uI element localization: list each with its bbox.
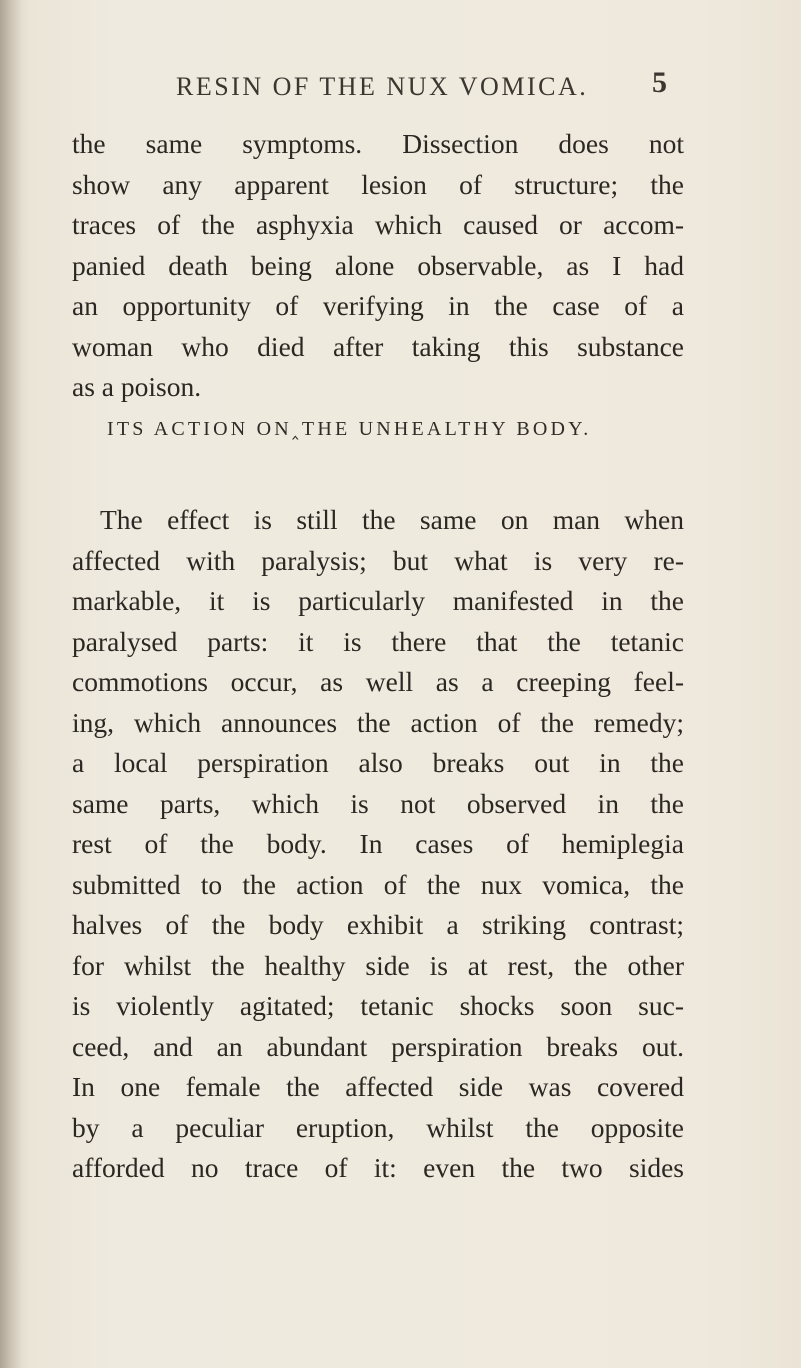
text-line: is violently agitated; tetanic shocks soon suc- <box>72 990 684 1021</box>
text-line: traces of the asphyxia which caused or accom- <box>72 209 684 240</box>
running-head: RESIN OF THE NUX VOMICA. <box>176 72 589 101</box>
text-line: show any apparent lesion of structure; the <box>72 168 684 200</box>
text-line: as a poison. <box>72 371 202 402</box>
text-line: the same symptoms. Dissection does not <box>72 128 684 159</box>
text-line: afforded no trace of it: even the two sides <box>72 1152 684 1183</box>
text-line: commotions occur, as well as a creeping feel- <box>72 666 684 697</box>
binding-shadow <box>0 0 22 1368</box>
paragraph-2 <box>72 500 684 1189</box>
text-line: markable, it is particularly manifested in the <box>72 585 684 616</box>
text-line: by a peculiar eruption, whilst the opposite <box>72 1111 684 1143</box>
text-line: woman who died after taking this substance <box>72 330 684 362</box>
text-line: rest of the body. In cases of hemiplegia <box>72 828 684 859</box>
text-line: affected with paralysis; but what is very re- <box>72 544 684 576</box>
text-line: same parts, which is not observed in the <box>72 787 684 819</box>
text-line: ceed, and an abundant perspiration breaks out. <box>72 1030 684 1062</box>
paragraph-1 <box>72 124 684 408</box>
text-line: for whilst the healthy side is at rest, the other <box>72 949 684 981</box>
text-line: The effect is still the same on man when <box>100 504 684 535</box>
text-line: In one female the affected side was covered <box>72 1071 684 1102</box>
text-line: an opportunity of verifying in the case of a <box>72 290 684 321</box>
text-line: halves of the body exhibit a striking contrast; <box>72 909 684 940</box>
text-line: submitted to the action of the nux vomica, the <box>72 868 684 900</box>
text-line: paralysed parts: it is there that the tetanic <box>72 625 684 657</box>
text-line: panied death being alone observable, as I had <box>72 249 684 281</box>
text-line: ing, which announces the action of the remedy; <box>72 706 684 738</box>
text-line: a local perspiration also breaks out in the <box>72 747 684 778</box>
page-number: 5 <box>652 66 667 99</box>
section-heading: ITS ACTION ON‸THE UNHEALTHY BODY. <box>107 418 592 440</box>
